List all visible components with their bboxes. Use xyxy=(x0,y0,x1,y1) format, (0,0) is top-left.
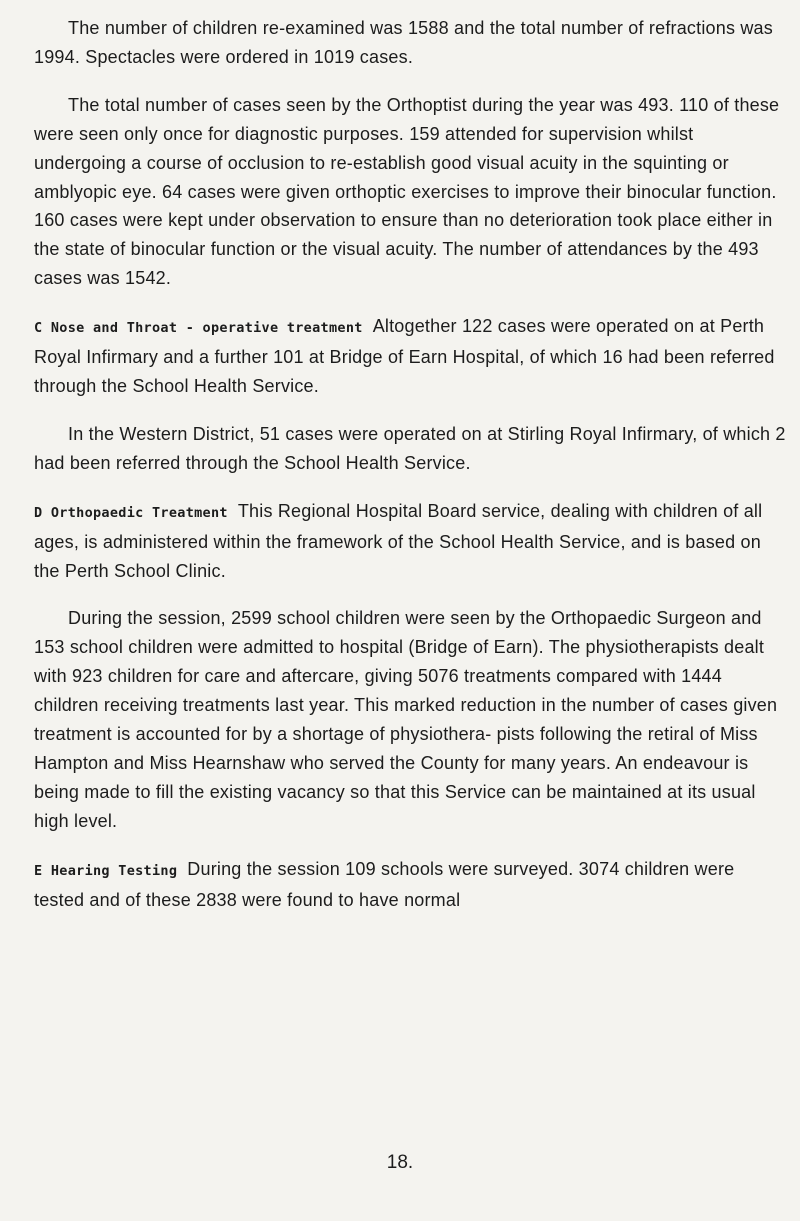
paragraph-text: Altogether 122 cases were operated on at Perth Royal Infirmary and a further 101 at Bridge of Earn Hospital, of which 16 had been referred through the School Health Service. xyxy=(34,316,775,396)
paragraph-orthopaedic xyxy=(34,497,786,586)
paragraph-western-district xyxy=(34,420,786,478)
section-heading-hearing: E Hearing Testing xyxy=(34,862,178,879)
paragraph-text: The number of children re-examined was 1588 and the total number of refractions was 1994. Spectacles were ordered in 1019 cases. xyxy=(34,18,773,67)
paragraph-text: This Regional Hospital Board service, dealing with children of all ages, is administered within the framework of the School Health Service, and is based on the Perth School Clinic. xyxy=(34,500,763,581)
section-heading-nose-throat: C Nose and Throat - operative treatment xyxy=(34,320,363,337)
paragraph-text: The total number of cases seen by the Orthoptist during the year was 493. 110 of these were seen only once for diagnostic purposes. 159 attended for supervision whilst undergoing a course of occlusion to re-establish good visual acuity in the squinting or amblyopic eye. 64 cases were given orthoptic exercises to improve their binocular function. 160 cases were kept under observation to ensure than no deterioration took place either in the state of binocular function or the visual acuity. The number of attendances by the 493 cases was 1542. xyxy=(34,94,780,289)
document-page xyxy=(34,14,786,914)
paragraph-text: During the session 109 schools were surveyed. 3074 children were tested and of these 2838 were found to have normal xyxy=(34,858,735,910)
paragraph-text: In the Western District, 51 cases were operated on at Stirling Royal Infirmary, of which 2 had been referred through the School Health Service. xyxy=(34,423,786,473)
paragraph-nose-and-throat xyxy=(34,312,786,401)
paragraph-session-orthopaedic xyxy=(34,604,786,835)
page-number: 18. xyxy=(386,1152,414,1173)
paragraph-text: During the session, 2599 school children were seen by the Orthopaedic Surgeon and 153 school children were admitted to hospital (Bridge of Earn). The physiotherapists dealt with 923 children for care and aftercare, giving 5076 treatments compared with 1444 children receiving treatments last year. This marked reduction in the number of cases given treatment is accounted for by a shortage of physiothera- pists following the retiral of Miss Hampton and Miss Hearnshaw who served the County for many years. An endeavour is being made to fill the existing vacancy so that this Service can be maintained at its usual high level. xyxy=(34,608,778,831)
section-heading-orthopaedic: D Orthopaedic Treatment xyxy=(34,504,228,521)
paragraph-refractions xyxy=(34,14,786,72)
paragraph-orthoptist xyxy=(34,91,786,293)
paragraph-hearing-testing xyxy=(34,855,786,915)
